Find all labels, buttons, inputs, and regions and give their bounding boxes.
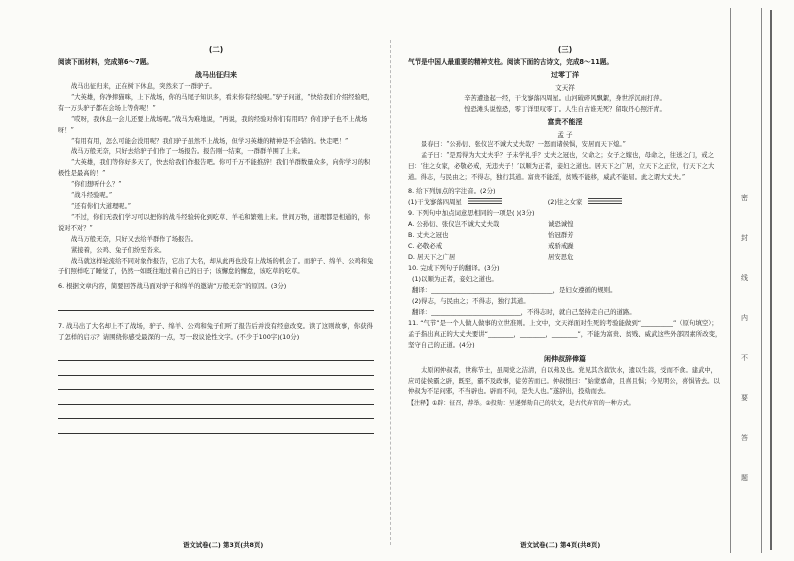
question-9-options [408,219,722,263]
passage-paragraph: 战马出征归来，正在树下休息，突然来了一群驴子。 [71,83,216,90]
passage-paragraph: “大英雄，我们等你好多天了，快去给我们作报告吧。你可千万不能推辞！我们羊群数量众多，向你学习的积极性是最高的！” [58,159,371,178]
question-10: 10. 完成下列句子的翻译。(3分) [408,263,500,272]
passage-paragraph: “你们想听什么？” [71,181,122,189]
prose-paragraph: 景春曰：“公孙衍、张仪岂不诚大丈夫哉？一怒而诸侯惧，安居而天下熄。” [421,141,626,148]
binding-char: 答 [741,434,748,442]
option-right: 诚恐诚惶 [548,219,574,228]
binding-edge [770,10,782,550]
prose-paragraph: 孟子曰：“是焉得为大丈夫乎？子未学礼乎？丈夫之冠也，父命之；女子之嫁也，母命之，往送之门，戒之曰：‘往之女家，必敬必戒，无违夫子！’以顺为正者，妾妇之道也。居天下之广居，立天下之正位，行天下之大道。得志，与民由之；不得志，独行其道。富贵不能淫，贫贱不能移，威武不能屈。此之谓大丈夫。” [408,151,715,181]
passage-paragraph: “大英雄，你净摔猫咪，上下战场，你的马尾子知识多，看来你有经验呢。”驴子问道，“快给我们介绍经验吧，有一万头驴子都在会场上等你呢！” [58,93,374,112]
binding-char: 题 [741,474,748,482]
q8-item-1: (1)干戈寥落四周星 [408,197,462,206]
prose-author: 孟 子 [557,131,573,139]
question-10-1-answer[interactable]: 翻译：______________________________________，是妇女遵循的规则。 [412,285,617,294]
option-right: 居安思危 [548,252,574,261]
right-column [408,44,722,544]
answer-lines-q7[interactable] [58,347,374,434]
page-divider [390,40,391,545]
reading-text: 太原闲仲叔者，世称节士，虽周党之洁清，自以弗及也。党见其含菽饮水，遗以生蒜，受而不食。建武中，应司徒侯霸之辟，既至，霸不及政事，徒劳苦而已。仲叔恨曰：“始蒙嘉命，且喜且惧；今见明公，喜惧皆去。以仲叔为不足问邪，不当辟也。辟而不问，是失人也。”遂辞出，投劾而去。 [408,366,720,396]
question-10-2-answer[interactable]: 翻译：____________________________，不得志时，就自己坚持走自己的道路。 [412,307,636,316]
passage-paragraph: 战马万般无奈，只好去给驴子们作了一场报告。报告刚一结束，一群群羊围了上来。 [71,148,304,156]
option-row[interactable] [408,219,722,230]
section-label: (二) [208,45,224,54]
passage-paragraph: “哎呀，我休息一会儿还要上战场呢。”战马为难地说，“再说，我的经验对你们有用吗？你们驴子也不上战场呀！” [58,115,368,134]
option-left: C. 必敬必戒 [408,241,443,250]
question-6: 6. 根据文章内容，简要回答战马面对驴子和绵羊的邀请“万般无奈”的原因。(3分) [58,282,287,291]
passage-body [58,82,374,278]
q8-item-2: (2)往之女家 [547,197,583,206]
poem-title: 过零丁洋 [551,71,579,79]
page-footer-right: 语文试卷(二) 第4页(共8页) [520,541,601,549]
binding-char: 密 [741,194,748,202]
option-right: 怡冠群芳 [548,230,574,239]
reading-title: 闲伸叔辞俸篇 [544,354,586,363]
poem-line: 惶恐滩头说惶恐，零丁洋里叹零丁。人生自古谁无死？留取丹心照汗青。 [464,106,666,113]
poem-line: 辛苦遭逢起一经，干戈寥落四周星。山河破碎风飘絮，身世浮沉雨打萍。 [464,95,666,102]
binding-char: 封 [741,234,748,242]
passage-paragraph: “不过，你们无我们学习可以把你的战斗经验转化到吃草、羊毛和繁殖上来。世间万物，道理都是相通的，你说对不对？” [58,213,371,232]
question-8-items [408,197,722,208]
option-right: 戒骄戒躁 [548,241,574,250]
page-footer-left: 语文试卷(二) 第3页(共8页) [183,541,264,549]
passage-title: 战马出征归来 [195,71,237,79]
reading-note: 【注释】①辟：征召，荐举。②投劾：呈递弹劾自己的状文，是古代弃官的一种方式。 [408,400,635,408]
question-11: 11. “气节”是一个人做人做事的立世准则。上文中，文天祥面对生死的考验能做到“__________”（原句填空）；孟子指出真正的大丈夫要讲“________，________，________”，不能为富贵、贫贱、威武这些外部因素所改变，坚守自己的正道。(4分) [408,318,722,349]
question-9: 9. 下列句中加点词意思相同的一项是( )(3分) [408,208,535,217]
answer-lines-q6[interactable] [58,296,374,311]
binding-char: 不 [741,354,748,362]
binding-char: 要 [741,394,748,402]
passage-paragraph: 战马就这样轮流给不同对象作报告，它出了大名，却从此再也没有上战场的机会了。而驴子、绵羊、公鸡和兔子们照样吃了睡觉了，仍然一如既往地过着自己的日子；该懈怠的懈怠，该吃草的吃草。 [58,257,374,276]
passage-paragraph: 战马万般无奈，只好又去给羊群作了场报告。 [71,235,197,243]
passage-paragraph: “还有你们大道理呢。” [71,202,131,210]
option-row[interactable] [408,241,722,252]
prose-title: 富贵不能淫 [547,118,583,126]
binding-char: 线 [741,274,748,282]
option-row[interactable] [408,252,722,263]
section-intro: 阅读下面材料，完成第6～7题。 [58,58,153,66]
binding-strip [730,8,762,553]
option-row[interactable] [408,230,722,241]
pinyin-blank[interactable] [588,198,622,206]
question-7: 7. 战马出了大名却上不了战场，驴子、绵羊、公鸡和兔子们听了报告后并没有经意改变。读了这则故事，你获得了怎样的启示？请围绕你感受最深的一点，写一段议论性文字。(不少于100字)(10分) [58,321,373,341]
passage-paragraph: “战斗经验呢。” [71,192,113,200]
option-left: B. 丈夫之冠也 [408,230,449,239]
question-10-2: (2)得志，与民由之；不得志，独行其道。 [412,296,530,305]
question-8: 8. 给下列加点的字注音。(2分) [408,186,496,195]
section-intro: 气节是中国人最重要的精神支柱。阅读下面的古诗文，完成8～11题。 [408,58,613,66]
left-column [58,44,374,544]
passage-paragraph: 紧接着，公鸡、兔子们纷至沓来。 [71,246,166,254]
pinyin-blank[interactable] [468,198,502,206]
question-10-1: (1)以顺为正者，妾妇之道也。 [412,274,498,283]
passage-paragraph: “有用有用，怎么可能会没用呢？我们驴子虽然不上战场，但学习英雄的精神是不会错的。快走吧！” [71,137,349,145]
binding-char: 内 [741,314,748,322]
option-left: D. 居天下之广居 [408,252,456,261]
option-left: A. 公孙衍、张仪岂不诚大丈夫哉 [408,219,500,228]
section-label: (三) [557,45,573,54]
poem-author: 文天祥 [555,84,575,92]
